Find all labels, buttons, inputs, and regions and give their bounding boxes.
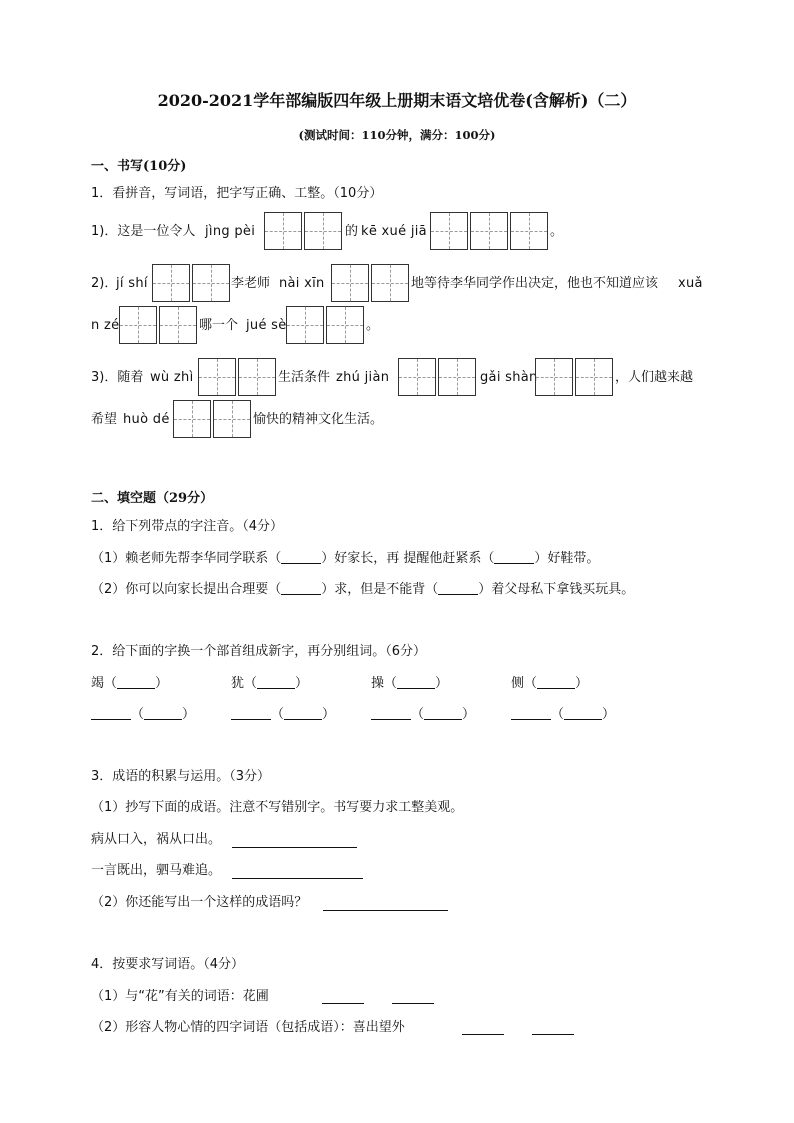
paren-close: ） [602, 707, 616, 722]
paren-close: ） [295, 676, 309, 691]
paren-close: ） [182, 707, 196, 722]
answer-blank[interactable] [494, 563, 534, 564]
page-subtitle: (测试时间：110分钟，满分：100分) [298, 128, 496, 142]
section-heading: 二、填空题（29分） [91, 491, 214, 506]
pinyin-prompt: n zé [91, 318, 120, 333]
character-box[interactable] [286, 306, 324, 344]
sentence-text: 李老师 [231, 276, 271, 291]
sentence-text: 生活条件 [278, 370, 331, 385]
character-box[interactable] [470, 212, 508, 250]
paren-open: （ [411, 707, 425, 722]
instruction-text: （2）形容人物心情的四字词语（包括成语）：喜出望外 [91, 1020, 405, 1035]
pinyin-prompt: kē xué jiā [361, 224, 427, 239]
sentence-text: （2）你可以向家长提出合理要（ [91, 582, 282, 597]
paren-open: （ [131, 707, 145, 722]
answer-line[interactable] [392, 1003, 434, 1004]
pinyin-prompt: jìng pèi [205, 224, 256, 239]
answer-line[interactable] [532, 1034, 574, 1035]
section-heading: 一、书写(10分) [91, 159, 187, 174]
answer-blank[interactable] [284, 719, 322, 720]
answer-blank[interactable] [144, 719, 182, 720]
answer-blank[interactable] [281, 563, 321, 564]
character-box[interactable] [264, 212, 302, 250]
answer-line[interactable] [232, 878, 363, 879]
character-box[interactable] [575, 358, 613, 396]
idiom-text: 一言既出，驷马难追。 [91, 863, 222, 878]
paren-open: （ [271, 707, 285, 722]
sentence-text: 3)．随着 [91, 370, 144, 385]
pinyin-prompt: huò dé [123, 412, 170, 427]
character-box[interactable] [238, 358, 276, 396]
answer-blank[interactable] [231, 719, 271, 720]
paren-close: ） [155, 676, 169, 691]
pinyin-prompt: gǎi shàn [480, 370, 538, 385]
character-box[interactable] [198, 358, 236, 396]
paren-open: （ [524, 676, 538, 691]
source-char: 侧 [511, 676, 525, 691]
sentence-text: （1）赖老师先帮李华同学联系（ [91, 551, 282, 566]
sentence-text: ）求，但是不能背（ [321, 582, 439, 597]
new-char-word-item [511, 705, 615, 725]
page-title: 2020-2021学年部编版四年级上册期末语文培优卷(含解析)（二） [157, 91, 637, 110]
fill-sentence [91, 580, 634, 600]
character-box[interactable] [371, 264, 409, 302]
new-char-word-item [371, 705, 475, 725]
pinyin-prompt: nài xīn [279, 276, 325, 291]
answer-blank[interactable] [564, 719, 602, 720]
character-box[interactable] [535, 358, 573, 396]
sentence-text: 地等待李华同学作出决定，他也不知道应该 [411, 276, 659, 291]
paren-open: （ [551, 707, 565, 722]
sentence-text: ）好鞋带。 [534, 551, 600, 566]
paren-close: ） [575, 676, 589, 691]
answer-line[interactable] [232, 847, 357, 848]
character-box[interactable] [304, 212, 342, 250]
answer-blank[interactable] [511, 719, 551, 720]
answer-line[interactable] [323, 910, 448, 911]
character-box[interactable] [173, 400, 211, 438]
sentence-text: ）着父母私下拿钱买玩具。 [478, 582, 635, 597]
sentence-text: 1)．这是一位令人 [91, 224, 196, 239]
paren-open: （ [244, 676, 258, 691]
instruction-text: （2）你还能写出一个这样的成语吗？ [91, 895, 308, 910]
answer-blank[interactable] [117, 688, 155, 689]
sentence-text: 愉快的精神文化生活。 [253, 412, 384, 427]
instruction-text: （1）与“花”有关的词语：花圃 [91, 989, 269, 1004]
question-stem: 4．按要求写词语。（4分） [91, 957, 245, 972]
source-char: 操 [371, 676, 385, 691]
sentence-text: ）好家长，再 提醒他赶紧系（ [321, 551, 495, 566]
sentence-text: 哪一个 [199, 318, 239, 333]
sentence-text: 的 [345, 224, 359, 239]
paren-open: （ [384, 676, 398, 691]
sentence-text: 。 [550, 224, 564, 239]
pinyin-prompt: jué sè [246, 318, 287, 333]
answer-blank[interactable] [397, 688, 435, 689]
sentence-text: 2)． [91, 276, 118, 291]
answer-blank[interactable] [438, 594, 478, 595]
answer-blank[interactable] [537, 688, 575, 689]
new-char-word-item [231, 705, 335, 725]
sentence-text: 希望 [91, 412, 118, 427]
radical-char-item [231, 674, 308, 694]
pinyin-prompt: xuǎ [678, 276, 703, 291]
question-stem: 2．给下面的字换一个部首组成新字，再分别组词。（6分） [91, 644, 427, 659]
question-stem: 1．看拼音，写词语，把字写正确、工整。（10分） [91, 186, 383, 201]
paren-close: ） [435, 676, 449, 691]
character-box[interactable] [331, 264, 369, 302]
character-box[interactable] [152, 264, 190, 302]
character-box[interactable] [119, 306, 157, 344]
paren-open: （ [104, 676, 118, 691]
sentence-text: ，人们越来越 [615, 370, 694, 385]
source-char: 竭 [91, 676, 105, 691]
paren-close: ） [462, 707, 476, 722]
idiom-text: 病从口入，祸从口出。 [91, 832, 222, 847]
character-box[interactable] [159, 306, 197, 344]
answer-line[interactable] [322, 1003, 364, 1004]
radical-char-item [371, 674, 448, 694]
fill-sentence [91, 549, 599, 569]
question-stem: 1．给下列带点的字注音。（4分） [91, 519, 284, 534]
paren-close: ） [322, 707, 336, 722]
radical-char-item [511, 674, 588, 694]
pinyin-prompt: wù zhì [150, 370, 194, 385]
character-box[interactable] [398, 358, 436, 396]
radical-char-item [91, 674, 168, 694]
pinyin-prompt: zhú jiàn [336, 370, 390, 385]
answer-blank[interactable] [91, 719, 131, 720]
answer-line[interactable] [462, 1034, 504, 1035]
answer-blank[interactable] [424, 719, 462, 720]
character-box[interactable] [438, 358, 476, 396]
instruction-text: （1）抄写下面的成语。注意不写错别字。书写要力求工整美观。 [91, 800, 464, 815]
pinyin-prompt: jí shí [116, 276, 148, 291]
character-box[interactable] [192, 264, 230, 302]
answer-blank[interactable] [257, 688, 295, 689]
answer-blank[interactable] [371, 719, 411, 720]
answer-blank[interactable] [281, 594, 321, 595]
character-box[interactable] [510, 212, 548, 250]
character-box[interactable] [213, 400, 251, 438]
new-char-word-item [91, 705, 195, 725]
sentence-text: 。 [366, 318, 380, 333]
question-stem: 3．成语的积累与运用。（3分） [91, 769, 271, 784]
character-box[interactable] [430, 212, 468, 250]
character-box[interactable] [326, 306, 364, 344]
source-char: 犹 [231, 676, 245, 691]
